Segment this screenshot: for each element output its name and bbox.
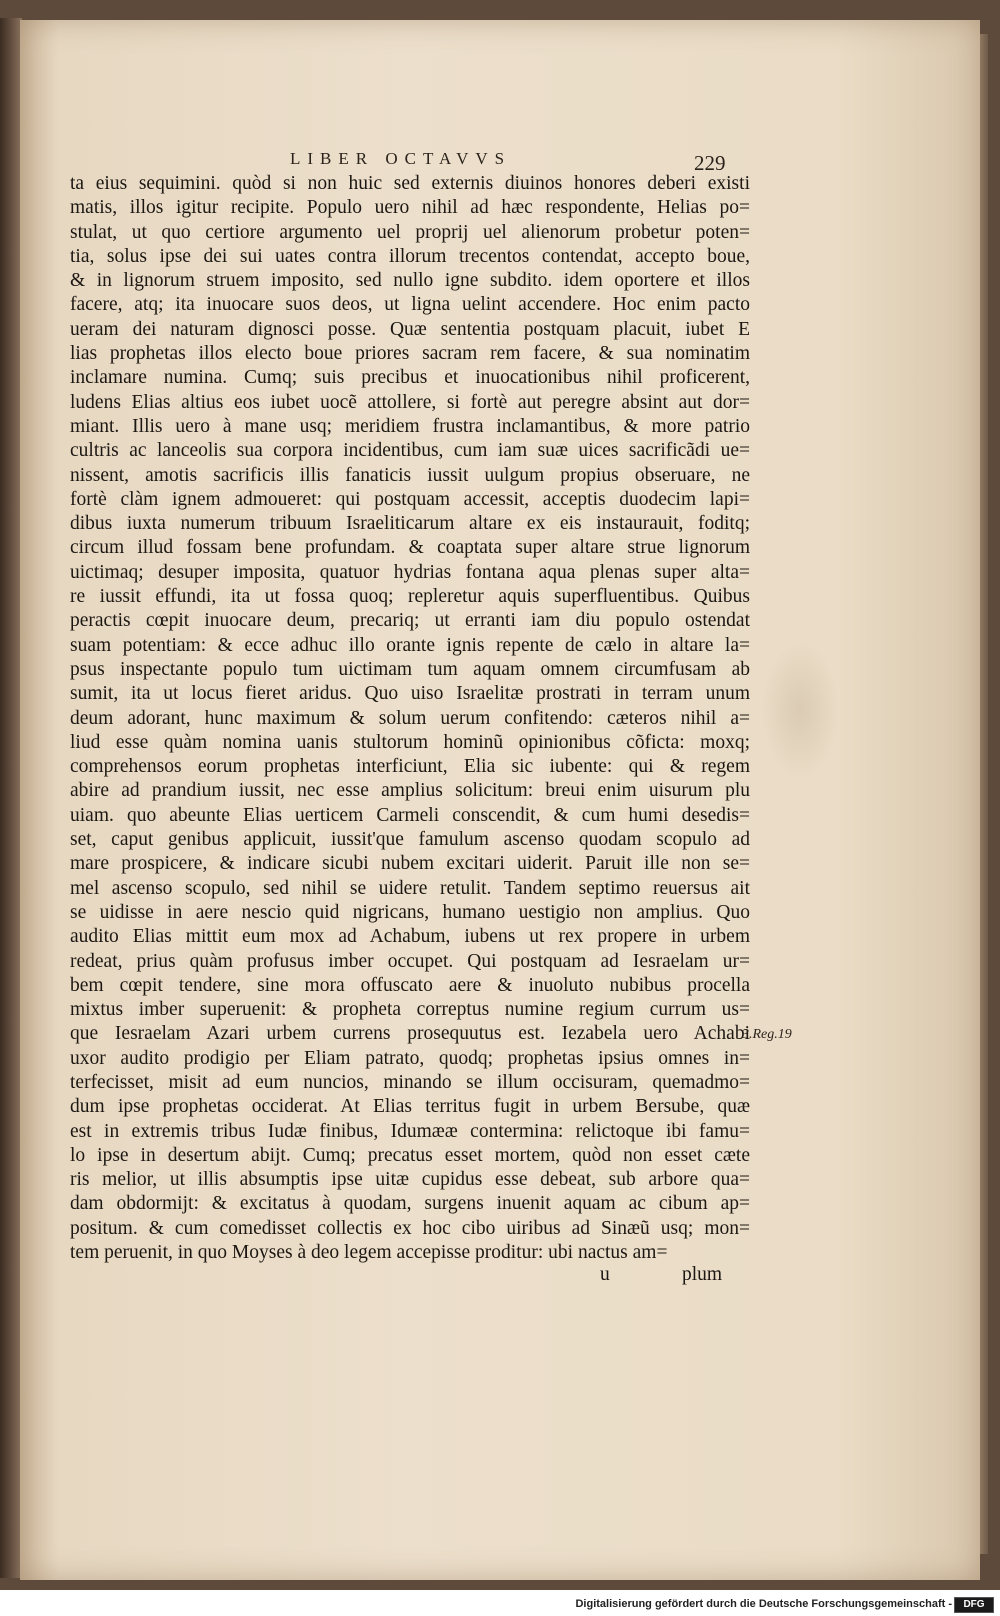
text-line: tem peruenit, in quo Moyses à deo legem accepisse proditur: ubi nactus am= bbox=[70, 1242, 668, 1264]
text-line: facere, atq; ita inuocare suos deos, ut ligna uelint accendere. Hoc enim pacto bbox=[70, 294, 750, 316]
text-line: comprehensos eorum prophetas interficiunt, Elia sic iubente: qui & regem bbox=[70, 756, 750, 778]
text-line: abire ad prandium iussit, nec esse amplius solicitum: breui enim uisurum plu bbox=[70, 780, 750, 802]
text-line: matis, illos igitur recipite. Populo uero nihil ad hæc respondente, Helias po= bbox=[70, 197, 750, 219]
text-line: est in extremis tribus Iudæ finibus, Idumææ contermina: relictoque ibi famu= bbox=[70, 1120, 750, 1142]
page-number: 229 bbox=[694, 151, 726, 175]
text-line: redeat, prius quàm profusus imber occupet. Qui postquam ad Iesraelam ur= bbox=[70, 950, 750, 972]
text-line: uictimaq; desuper imposita, quatuor hydrias fontana aqua plenas super alta= bbox=[70, 561, 750, 583]
show-through-stain bbox=[760, 640, 840, 780]
running-head: LIBER OCTAVVS bbox=[290, 149, 512, 168]
text-line: se uidisse in aere nescio quid nigricans, humano uestigio non amplius. Quo bbox=[70, 901, 750, 923]
text-line: cultris ac lanceolis sua corpora incidentibus, cum iam suæ uices sacrificãdi ue= bbox=[70, 440, 750, 462]
text-line: set, caput genibus applicuit, iussit'que famulum ascenso quodam scopulo ad bbox=[70, 829, 750, 851]
text-line: mel ascenso scopulo, sed nihil se uidere retulit. Tandem septimo reuersus ait bbox=[70, 877, 750, 899]
text-line: peractis cœpit inuocare deum, precariq; ut erranti iam diu populo ostendat bbox=[70, 610, 750, 632]
marginal-note: 3.Reg.19 bbox=[742, 1027, 792, 1042]
text-line: terfecisset, misit ad eum nuncios, minando se illum occisuram, quemadmo= bbox=[70, 1071, 750, 1093]
text-line: audito Elias mittit eum mox ad Achabum, iubens ut rex propere in urbem bbox=[70, 926, 750, 948]
text-line: mixtus imber superuenit: & propheta correptus numine regium currum us= bbox=[70, 999, 750, 1021]
text-line: stulat, ut quo certiore argumento uel proprij uel alienorum probetur poten= bbox=[70, 221, 750, 243]
text-line: positum. & cum comedisset collectis ex hoc cibo uiribus ad Sinæũ usq; mon= bbox=[70, 1217, 750, 1239]
text-line: lias prophetas illos electo boue priores sacram rem facere, & sua nominatim bbox=[70, 343, 750, 365]
text-line: que Iesraelam Azari urbem currens prosequutus est. Iezabela uero Achabi bbox=[70, 1023, 750, 1045]
text-line: sumit, ita ut locus fieret aridus. Quo uiso Israelitæ prostrati in terram unum bbox=[70, 683, 750, 705]
text-line: suam potentiam: & ecce adhuc illo orante ignis repente de cælo in altare la= bbox=[70, 634, 750, 656]
text-line: dum ipse prophetas occiderat. At Elias territus fugit in urbem Bersube, quæ bbox=[70, 1096, 750, 1118]
text-line: nissent, amotis sacrificis illis fanaticis iussit uulgum propius obseruare, ne bbox=[70, 464, 750, 486]
text-line: ueram dei naturam dignosci posse. Quæ sententia postquam placuit, iubet E bbox=[70, 318, 750, 340]
text-line: mare prospicere, & indicare sicubi nubem excitari uiderit. Paruit ille non se= bbox=[70, 853, 750, 875]
text-line: inclamare numina. Cumq; suis precibus et inuocationibus nihil proficerent, bbox=[70, 367, 750, 389]
catchword-2: plum bbox=[682, 1264, 723, 1285]
text-line: re iussit effundi, ita ut fossa quoq; repleretur aquis superfluentibus. Quibus bbox=[70, 586, 750, 608]
catchword-1: u bbox=[600, 1264, 610, 1285]
text-line: psus inspectante populo tum uictimam tum aquam omnem circumfusam ab bbox=[70, 658, 750, 680]
text-line: ludens Elias altius eos iubet uocẽ attollere, si fortè aut peregre absint aut dor= bbox=[70, 391, 750, 413]
text-line: bem cœpit tendere, sine mora offuscato aere & inuoluto nubibus procella bbox=[70, 974, 750, 996]
text-line: circum illud fossam bene profundam. & coaptata super altare strue lignorum bbox=[70, 537, 750, 559]
text-line: & in lignorum struem imposito, sed nullo igne subdito. idem oportere et illos bbox=[70, 270, 750, 292]
text-line: dibus iuxta numerum tribuum Israeliticarum altare ex eis instaurauit, foditq; bbox=[70, 513, 750, 535]
text-line: liud esse quàm nomina uanis stultorum hominũ opinionibus cõficta: moxq; bbox=[70, 731, 750, 753]
text-line: deum adorant, hunc maximum & solum uerum confitendo: cæteros nihil a= bbox=[70, 707, 750, 729]
text-line: ris melior, ut illis absumptis ipse uitæ cupidus esse debeat, sub arbore qua= bbox=[70, 1169, 750, 1191]
text-line: miant. Illis uero à mane usq; meridiem frustra inclamantibus, & more patrio bbox=[70, 415, 750, 437]
text-line: uxor audito prodigio per Eliam patrato, quodq; prophetas ipsius omnes in= bbox=[70, 1047, 750, 1069]
body-text bbox=[70, 172, 750, 1265]
text-line: tia, solus ipse dei sui uates contra illorum trecentos contendat, accepto boue, bbox=[70, 245, 750, 267]
text-line: fortè clàm ignem admoueret: qui postquam accessit, acceptis duodecim lapi= bbox=[70, 488, 750, 510]
text-line: lo ipse in desertum abijt. Cumq; precatus esset mortem, quòd non esset cæte bbox=[70, 1144, 750, 1166]
dfg-logo: DFG bbox=[954, 1597, 994, 1613]
previous-page-edge bbox=[0, 18, 22, 1578]
text-line: uiam. quo abeunte Elias uerticem Carmeli conscendit, & cum humi desedis= bbox=[70, 804, 750, 826]
footer-credit: Digitalisierung gefördert durch die Deutsche Forschungsgemeinschaft - bbox=[575, 1598, 952, 1610]
text-line: dam obdormijt: & excitatus à quodam, surgens inuenit aquam ac cibum ap= bbox=[70, 1193, 750, 1215]
text-line: ta eius sequimini. quòd si non huic sed externis diuinos honores deberi existi bbox=[70, 173, 750, 194]
